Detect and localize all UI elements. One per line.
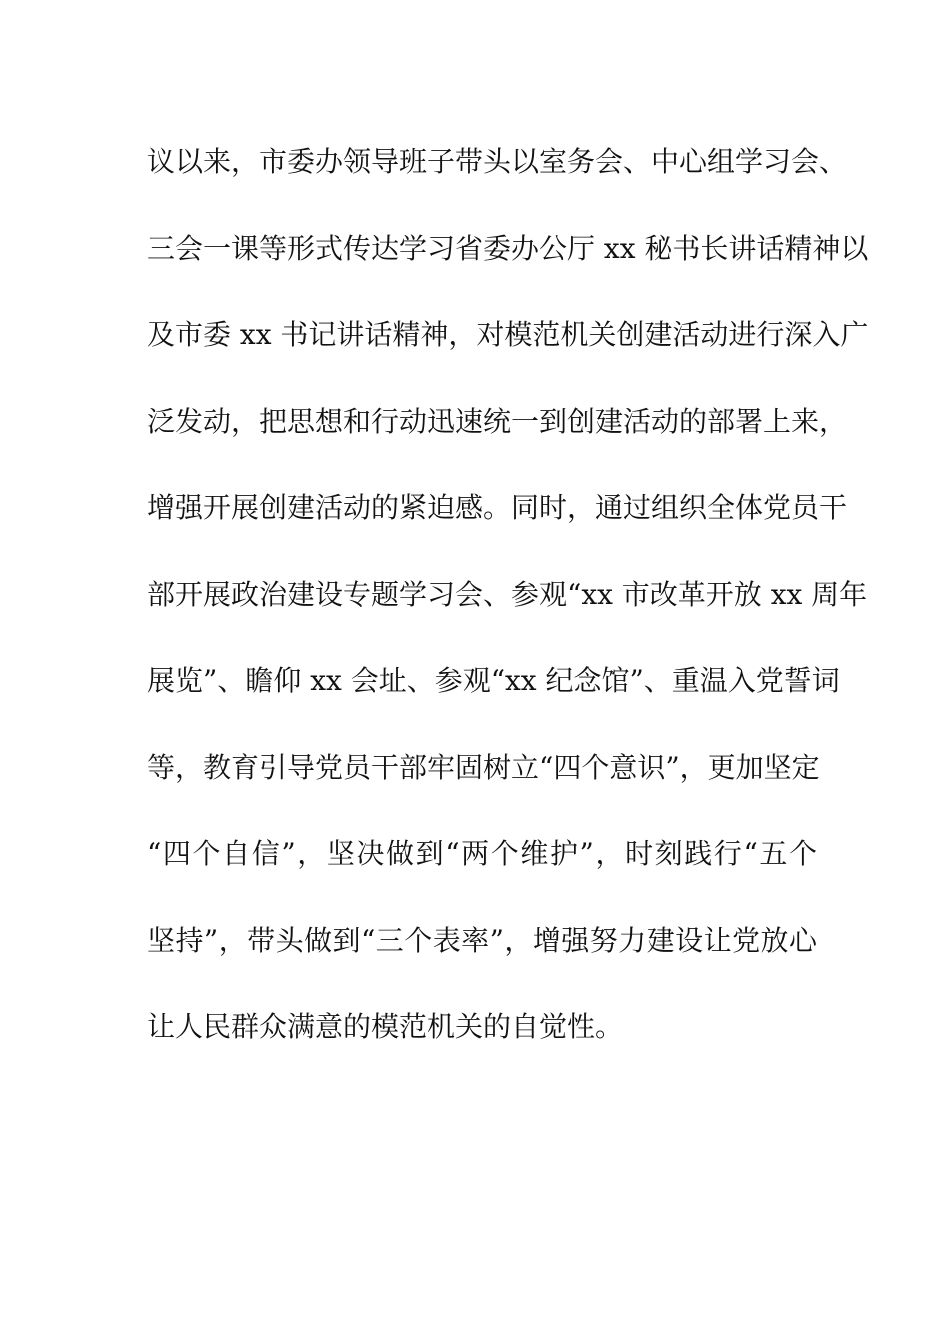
body-paragraph (147, 140, 869, 1092)
text-line: “四个自信”，坚决做到“两个维护”，时刻践行“五个 (147, 837, 817, 870)
text-line: 增强开展创建活动的紧迫感。同时，通过组织全体党员干 (147, 491, 848, 524)
text-line: 坚持”，带头做到“三个表率”，增强努力建设让党放心 (147, 923, 817, 957)
text-line: 三会一课等形式传达学习省委办公厅 xx 秘书长讲话精神以 (147, 231, 869, 265)
text-line: 等，教育引导党员干部牢固树立“四个意识”，更加坚定 (147, 750, 820, 784)
text-line: 展览”、瞻仰 xx 会址、参观“xx 纪念馆”、重温入党誓词 (147, 664, 840, 697)
text-line: 让人民群众满意的模范机关的自觉性。 (147, 1010, 624, 1043)
text-line: 泛发动，把思想和行动迅速统一到创建活动的部署上来， (147, 404, 848, 438)
text-line: 部开展政治建设专题学习会、参观“xx 市改革开放 xx 周年 (147, 577, 868, 611)
text-line: 议以来，市委办领导班子带头以室务会、中心组学习会、 (147, 145, 848, 178)
text-line: 及市委 xx 书记讲话精神，对模范机关创建活动进行深入广 (147, 318, 869, 351)
